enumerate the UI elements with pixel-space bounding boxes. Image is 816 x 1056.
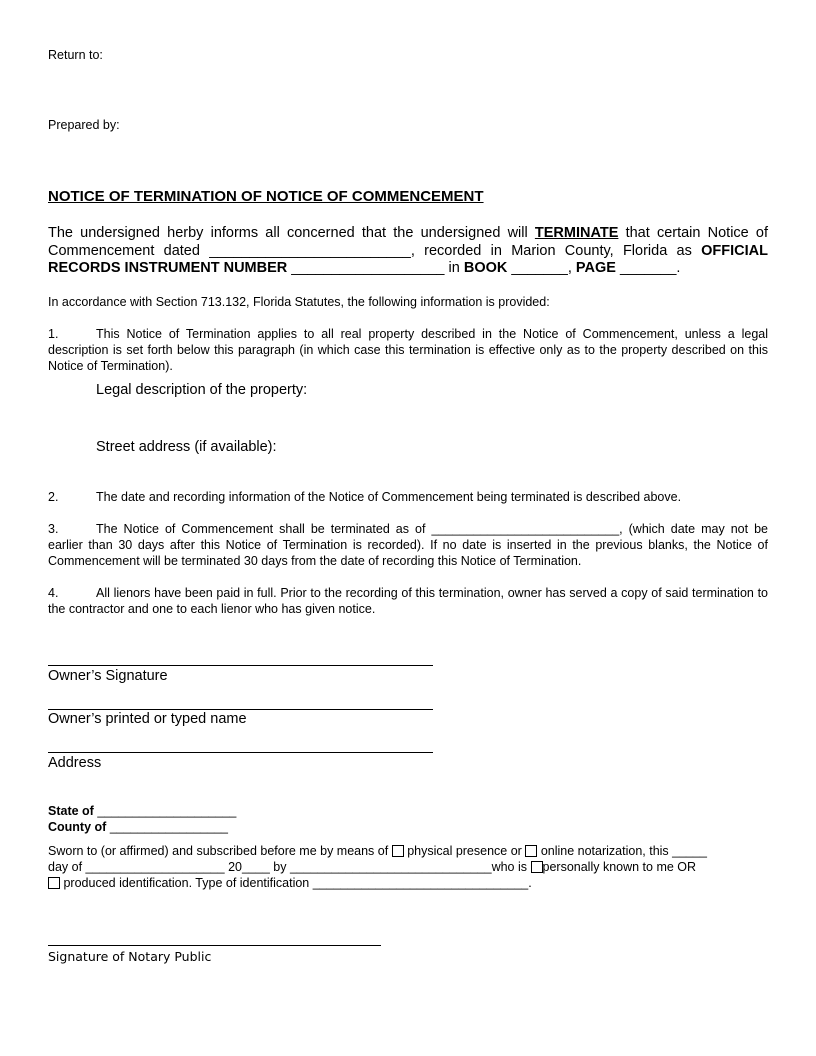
notary-signature-line[interactable] [48,945,381,946]
intro-text-1: The undersigned herby informs all concerned that the undersigned will [48,225,535,241]
intro-paragraph [48,225,768,278]
who-is-label: who is [491,860,528,874]
state-label: State of [48,804,94,818]
item-4 [48,585,768,617]
owner-name-line[interactable] [48,709,433,710]
physical-presence-label: physical presence or [407,844,522,858]
book-label: BOOK [463,260,508,276]
item-number: 1. [48,327,59,341]
state-blank[interactable]: ____________________ [97,804,237,818]
day-of-blank[interactable]: ____________________ [85,860,225,874]
produced-identification-label: produced identification. Type of identification [63,876,310,890]
county-label: County of [48,820,107,834]
intro-text-3: , recorded in Marion County, Florida as [410,242,702,259]
item-text: This Notice of Termination applies to all real property described in the Notice of Commencement, unless a legal description is set forth below this paragraph (in which case this termination is effective only as to the property described on this Notice of Termination). [48,327,768,373]
instrument-number-blank[interactable]: ___________________ [291,260,445,276]
online-notarization-label: online notarization, this [540,844,669,858]
book-blank[interactable]: _______ [511,260,568,276]
year-blank[interactable]: ____ [241,860,270,874]
prepared-by-label: Prepared by: [48,118,120,132]
this-day-blank[interactable]: _____ [672,844,707,858]
return-to-label: Return to: [48,48,103,62]
intro-text-4: in [444,260,464,276]
terminate-word: TERMINATE [534,225,619,241]
personally-known-label: personally known to me OR [542,860,697,874]
notary-line-1 [48,843,768,859]
item-number: 3. [48,522,59,536]
legal-description-label: Legal description of the property: [96,382,308,398]
county-line [48,819,228,835]
sworn-text: Sworn to (or affirmed) and subscribed before me by means of [48,844,389,858]
identification-type-blank[interactable]: _______________________________. [312,876,532,890]
page-title: NOTICE OF TERMINATION OF NOTICE OF COMMENCEMENT [48,188,484,205]
owner-signature-label: Owner’s Signature [48,668,168,684]
produced-identification-checkbox[interactable] [48,877,60,889]
day-of-label: day of [48,860,83,874]
intro-text-2: that certain Notice of Commencement dated [48,225,769,259]
state-line [48,803,236,819]
item-text: All lienors have been paid in full. Prior to the recording of this termination, owner has served a copy of said termination to the contractor and one to each lienor who has given notice. [48,586,768,616]
online-notarization-checkbox[interactable] [525,845,537,857]
notary-line-3 [48,875,768,891]
year-prefix: 20 [228,860,242,874]
page-label: PAGE [575,260,616,276]
by-label: by [273,860,287,874]
page-blank[interactable]: _______ [619,260,677,276]
owner-name-label: Owner’s printed or typed name [48,711,247,727]
item-1 [48,326,768,374]
notary-line-2 [48,859,768,875]
official-records-label: OFFICIAL RECORDS INSTRUMENT NUMBER [48,242,768,276]
item-2 [48,489,768,505]
item-text: The date and recording information of the Notice of Commencement being terminated is described above. [96,490,682,504]
address-line[interactable] [48,752,433,753]
notary-signature-label: Signature of Notary Public [48,949,212,964]
county-blank[interactable]: _________________ [109,820,228,834]
item-3 [48,521,768,569]
item-number: 2. [48,490,59,504]
personally-known-checkbox[interactable] [531,861,543,873]
address-label: Address [48,755,102,771]
owner-signature-line[interactable] [48,665,433,666]
item-number: 4. [48,586,59,600]
physical-presence-checkbox[interactable] [392,845,404,857]
date-blank[interactable]: _________________________ [209,242,411,259]
street-address-label: Street address (if available): [96,439,277,455]
intro-text-5: , [567,260,576,276]
accordance-statement: In accordance with Section 713.132, Florida Statutes, the following information is provided: [48,295,550,309]
by-blank[interactable]: _____________________________ [289,860,492,874]
item-text: The Notice of Commencement shall be terminated as of ___________________________, (which date may not be earlier than 30 days after this Notice of Termination is recorded). If no date is inserted in the previous blanks, the Notice of Commencement will be terminated 30 days from the date of recording this Notice of Termination. [48,522,768,568]
intro-text-6: . [676,260,681,276]
